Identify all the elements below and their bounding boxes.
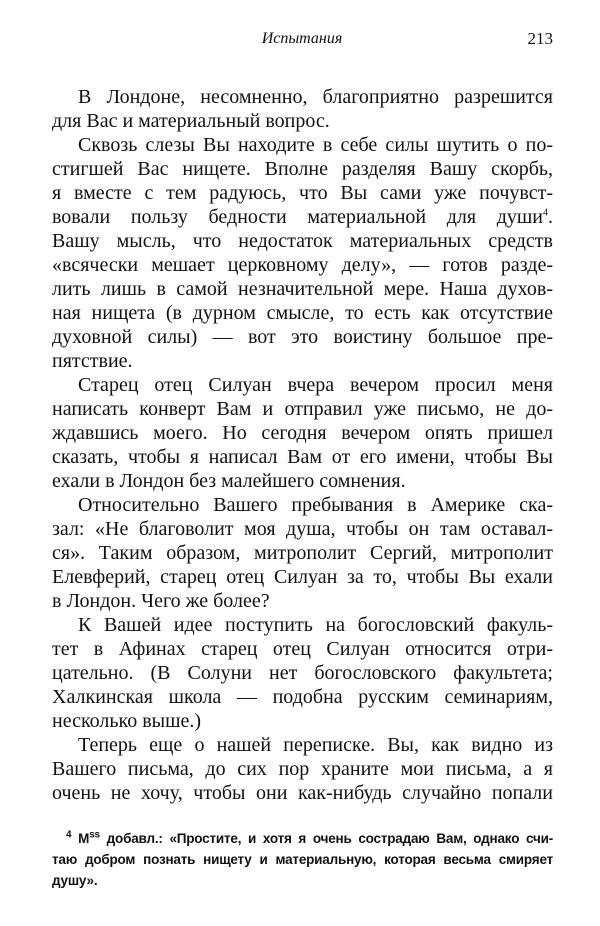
- running-title: Испытания: [261, 30, 343, 47]
- text-line: в Лондон. Чего же более?: [52, 590, 270, 612]
- text-line: ждавшись моего. Но сегодня вечером опять пришел: [52, 422, 553, 444]
- text-line: Вашего письма, до сих пор храните мои письма, а я: [52, 758, 553, 780]
- text-line: зал: «Не благоволит моя душа, чтобы он там оставал-: [52, 518, 553, 540]
- text-line: для Вас и материальный вопрос.: [52, 110, 330, 132]
- text-line: ная нищета (в дурном смысле, то есть как отсутствие: [52, 302, 553, 324]
- text-line: цательно. (В Солуни нет богословского факультета;: [52, 662, 553, 684]
- text-line: я вместе с тем радуюсь, что Вы сами уже почувст-: [52, 182, 553, 204]
- text-line: Относительно Вашего пребывания в Америке ска-: [78, 494, 553, 516]
- text-line: пятствие.: [52, 350, 133, 372]
- text-line: Елевферий, старец отец Силуан за то, чтобы Вы ехали: [52, 566, 553, 588]
- text-line: тет в Афинах старец отец Силуан относится отри-: [52, 638, 553, 660]
- text-line: стигшей Вас нищете. Вполне разделяя Вашу скорбь,: [52, 158, 553, 180]
- text-line: лить лишь в самой незначительной мере. Наша духов-: [52, 278, 553, 300]
- footnote-reference-tail: .: [548, 206, 553, 228]
- text-line: очень не хочу, чтобы они как-нибудь случайно попали: [52, 782, 553, 804]
- footnote-text: добавл.: «Простите, и хотя я очень сострадаю Вам, однако счи-: [99, 831, 553, 846]
- text-line: «всячески мешает церковному делу», — готов разде-: [52, 254, 553, 276]
- text-line: Халкинская школа — подобна русским семинариям,: [52, 686, 553, 708]
- text-line: Теперь еще о нашей переписке. Вы, как видно из: [78, 734, 553, 756]
- text-line: несколько выше.): [52, 710, 202, 732]
- footnote-reference[interactable]: 4: [543, 207, 548, 219]
- footnote-line: таю добром познать нищету и материальную, которая весьма смиряет: [52, 852, 553, 867]
- text-line: В Лондоне, несомненно, благоприятно разрешится: [78, 86, 553, 108]
- text-line: К Вашей идее поступить на богословский факуль-: [78, 614, 553, 636]
- footnote-line: [52, 828, 553, 849]
- text-line: написать конверт Вам и отправил уже письмо, не до-: [52, 398, 553, 420]
- footnote-source: М: [78, 831, 90, 846]
- text-line: ся». Таким образом, митрополит Сергий, митрополит: [52, 542, 553, 564]
- text-line: духовной силы) — вот это воистину большое пре-: [52, 326, 553, 348]
- text-line: Вашу мысль, что недостаток материальных средств: [52, 230, 553, 252]
- text-line: Старец отец Силуан вчера вечером просил меня: [78, 374, 553, 396]
- text-line: сказать, чтобы я написал Вам от его имени, чтобы Вы: [52, 446, 553, 468]
- text-line: ехали в Лондон без малейшего сомнения.: [52, 470, 406, 492]
- page-number: 213: [527, 29, 553, 48]
- text-line: [52, 205, 553, 229]
- footnote: [52, 828, 553, 891]
- text-line-content: вовали пользу бедности материальной для души: [52, 206, 543, 228]
- footnote-source-sup: ss: [89, 829, 100, 841]
- footnote-line: душу».: [52, 873, 98, 888]
- text-line: Сквозь слезы Вы находите в себе силы шутить о по-: [78, 134, 553, 156]
- body-text: [52, 85, 553, 805]
- footnote-marker: 4: [66, 829, 72, 841]
